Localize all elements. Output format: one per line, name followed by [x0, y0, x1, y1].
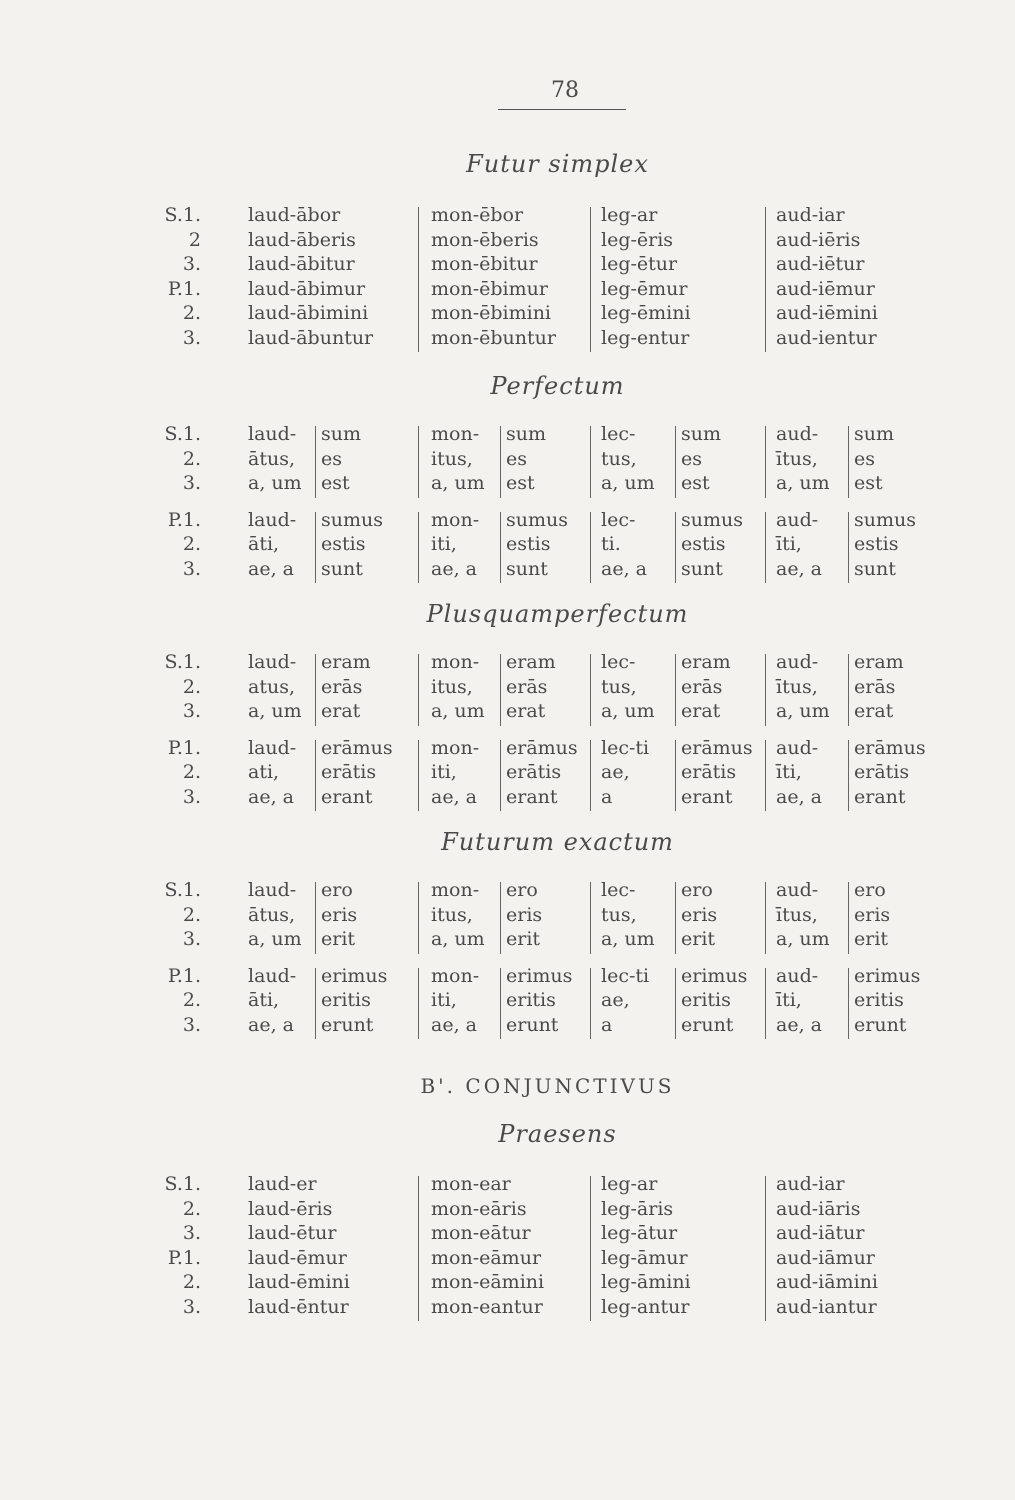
participle-stem: iti, — [431, 989, 457, 1011]
aux-rule — [675, 882, 676, 954]
auxiliary-form: ero — [681, 879, 713, 901]
verb-form: laud-ēntur — [248, 1295, 349, 1318]
auxiliary-form: erās — [506, 675, 548, 698]
participle-stem: ītus, — [776, 675, 818, 698]
person-label: S.1. — [164, 651, 201, 673]
column-rule — [590, 740, 591, 812]
auxiliary-form: erimus — [321, 964, 388, 987]
participle-stem: laud- — [248, 508, 297, 531]
auxiliary-form: erātis — [321, 761, 377, 783]
aux-rule — [675, 512, 676, 584]
auxiliary-form: est — [321, 472, 350, 494]
person-label: P.1. — [167, 736, 201, 759]
column-rule — [590, 968, 591, 1040]
auxiliary-form: erāmus — [681, 736, 753, 759]
person-label: 3. — [182, 253, 201, 275]
auxiliary-form: es — [321, 447, 342, 470]
aux-rule — [315, 882, 316, 954]
person-label: 2. — [182, 675, 201, 698]
participle-stem: aud- — [776, 508, 819, 531]
auxiliary-form: erātis — [854, 761, 910, 783]
auxiliary-form: eris — [854, 903, 891, 926]
aux-rule — [500, 654, 501, 726]
auxiliary-form: erimus — [681, 964, 748, 987]
auxiliary-form: erit — [321, 928, 356, 950]
verb-form: laud-er — [248, 1173, 317, 1195]
person-label: 2. — [182, 903, 201, 926]
auxiliary-form: eris — [681, 903, 718, 926]
participle-stem: iti, — [431, 533, 457, 555]
verb-form: aud-iētur — [776, 253, 865, 275]
person-label: 3. — [182, 1013, 201, 1036]
person-label: 2. — [182, 302, 201, 324]
aux-rule — [848, 740, 849, 812]
auxiliary-form: est — [681, 472, 710, 494]
participle-stem: lec- — [601, 651, 636, 673]
auxiliary-form: eritis — [854, 989, 904, 1011]
column-rule — [590, 1176, 591, 1321]
verb-form: leg-ētur — [601, 253, 678, 275]
page-number: 78 — [551, 78, 579, 103]
auxiliary-form: estis — [854, 533, 899, 555]
verb-form: mon-ēbimini — [431, 302, 552, 324]
aux-rule — [848, 882, 849, 954]
verb-form: mon-ēberis — [431, 228, 539, 251]
auxiliary-form: eris — [321, 903, 358, 926]
auxiliary-form: eram — [681, 651, 731, 673]
column-rule — [765, 654, 766, 726]
column-rule — [590, 512, 591, 584]
participle-stem: mon- — [431, 736, 480, 759]
person-label: 2. — [182, 447, 201, 470]
auxiliary-form: estis — [681, 533, 726, 555]
auxiliary-form: estis — [506, 533, 551, 555]
participle-stem: lec- — [601, 423, 636, 445]
participle-stem: ae, a — [431, 785, 477, 808]
aux-rule — [500, 882, 501, 954]
conjunctivus-title: B'. CONJUNCTIVUS — [420, 1074, 675, 1098]
person-label: P.1. — [167, 277, 201, 300]
aux-rule — [315, 654, 316, 726]
auxiliary-form: erās — [321, 675, 363, 698]
verb-form: aud-iar — [776, 1173, 845, 1195]
column-rule — [590, 654, 591, 726]
person-label: 3. — [182, 472, 201, 494]
person-label: 2. — [182, 1197, 201, 1220]
participle-stem: lec- — [601, 508, 636, 531]
verb-form: leg-ēmur — [601, 277, 688, 300]
auxiliary-form: ero — [506, 879, 538, 901]
column-rule — [590, 207, 591, 352]
verb-form: laud-ēris — [248, 1197, 333, 1220]
participle-stem: aud- — [776, 423, 819, 445]
person-label: 2. — [182, 989, 201, 1011]
verb-form: aud-iēris — [776, 228, 861, 251]
participle-stem: īti, — [776, 761, 802, 783]
auxiliary-form: erant — [854, 785, 906, 808]
column-rule — [418, 882, 419, 954]
participle-stem: ae, a — [776, 785, 822, 808]
person-label: S.1. — [164, 423, 201, 445]
participle-stem: aud- — [776, 736, 819, 759]
auxiliary-form: eritis — [321, 989, 371, 1011]
participle-stem: a, um — [431, 928, 485, 950]
column-rule — [418, 740, 419, 812]
auxiliary-form: eram — [321, 651, 371, 673]
auxiliary-form: sum — [854, 423, 895, 445]
verb-form: leg-antur — [601, 1295, 690, 1318]
participle-stem: ae, a — [248, 785, 294, 808]
auxiliary-form: erās — [854, 675, 896, 698]
verb-form: laud-ētur — [248, 1222, 337, 1244]
verb-form: aud-iēmini — [776, 302, 878, 324]
column-rule — [765, 426, 766, 498]
participle-stem: ae, a — [248, 557, 294, 580]
column-rule — [418, 968, 419, 1040]
participle-stem: ae, — [601, 761, 630, 783]
auxiliary-form: erunt — [681, 1013, 734, 1036]
participle-stem: mon- — [431, 423, 480, 445]
verb-form: leg-ātur — [601, 1222, 678, 1244]
praesens-heading: Praesens — [498, 1120, 617, 1148]
auxiliary-form: estis — [321, 533, 366, 555]
participle-stem: tus, — [601, 675, 637, 698]
participle-stem: tus, — [601, 903, 637, 926]
auxiliary-form: erāmus — [321, 736, 393, 759]
participle-stem: mon- — [431, 879, 480, 901]
participle-stem: ītus, — [776, 903, 818, 926]
plusquamperfectum-heading: Plusquamperfectum — [426, 600, 689, 628]
participle-stem: a, um — [248, 700, 302, 722]
person-label: S.1. — [164, 1173, 201, 1195]
verb-form: aud-iar — [776, 204, 845, 226]
participle-stem: iti, — [431, 761, 457, 783]
aux-rule — [315, 426, 316, 498]
participle-stem: lec- — [601, 879, 636, 901]
auxiliary-form: est — [854, 472, 883, 494]
auxiliary-form: sunt — [854, 557, 896, 580]
auxiliary-form: es — [506, 447, 527, 470]
verb-form: laud-ēmur — [248, 1246, 347, 1269]
participle-stem: a, um — [601, 928, 655, 950]
auxiliary-form: erat — [681, 700, 721, 722]
verb-form: mon-ēbuntur — [431, 326, 556, 349]
column-rule — [765, 512, 766, 584]
participle-stem: tus, — [601, 447, 637, 470]
person-label: 2. — [182, 761, 201, 783]
participle-stem: āti, — [248, 533, 280, 555]
auxiliary-form: erant — [506, 785, 558, 808]
participle-stem: laud- — [248, 736, 297, 759]
person-label: 2. — [182, 1271, 201, 1293]
participle-stem: laud- — [248, 964, 297, 987]
verb-form: mon-ēbor — [431, 204, 524, 226]
aux-rule — [675, 740, 676, 812]
verb-form: leg-āmini — [601, 1271, 691, 1293]
auxiliary-form: sumus — [681, 508, 743, 531]
auxiliary-form: sunt — [506, 557, 548, 580]
auxiliary-form: erātis — [506, 761, 562, 783]
auxiliary-form: erat — [854, 700, 894, 722]
participle-stem: ati, — [248, 761, 280, 783]
column-rule — [418, 207, 419, 352]
verb-form: laud-āberis — [248, 228, 356, 251]
aux-rule — [675, 654, 676, 726]
auxiliary-form: erit — [506, 928, 541, 950]
person-label: 3. — [182, 1295, 201, 1318]
participle-stem: a, um — [248, 928, 302, 950]
column-rule — [765, 882, 766, 954]
verb-form: aud-iātur — [776, 1222, 865, 1244]
auxiliary-form: erāmus — [506, 736, 578, 759]
auxiliary-form: sumus — [854, 508, 916, 531]
participle-stem: ae, a — [431, 557, 477, 580]
participle-stem: aud- — [776, 879, 819, 901]
verb-form: aud-iāmur — [776, 1246, 875, 1269]
aux-rule — [848, 654, 849, 726]
participle-stem: laud- — [248, 651, 297, 673]
auxiliary-form: erimus — [854, 964, 921, 987]
aux-rule — [848, 426, 849, 498]
verb-form: laud-ābor — [248, 204, 341, 226]
auxiliary-form: erant — [681, 785, 733, 808]
participle-stem: a, um — [601, 700, 655, 722]
participle-stem: a, um — [776, 472, 830, 494]
auxiliary-form: es — [681, 447, 702, 470]
column-rule — [590, 426, 591, 498]
verb-form: mon-eātur — [431, 1222, 531, 1244]
auxiliary-form: ero — [321, 879, 353, 901]
person-label: P.1. — [167, 964, 201, 987]
verb-form: aud-iāris — [776, 1197, 861, 1220]
verb-form: mon-eāmur — [431, 1246, 542, 1269]
participle-stem: āti, — [248, 989, 280, 1011]
participle-stem: a, um — [776, 928, 830, 950]
participle-stem: mon- — [431, 964, 480, 987]
participle-stem: a, um — [248, 472, 302, 494]
column-rule — [765, 968, 766, 1040]
participle-stem: a, um — [776, 700, 830, 722]
auxiliary-form: erunt — [506, 1013, 559, 1036]
participle-stem: ae, a — [248, 1013, 294, 1036]
person-label: 3. — [182, 1222, 201, 1244]
auxiliary-form: erunt — [854, 1013, 907, 1036]
participle-stem: aud- — [776, 964, 819, 987]
verb-form: laud-ābimur — [248, 277, 366, 300]
auxiliary-form: eritis — [506, 989, 556, 1011]
auxiliary-form: erātis — [681, 761, 737, 783]
person-label: 3. — [182, 700, 201, 722]
verb-form: mon-eantur — [431, 1295, 543, 1318]
column-rule — [765, 207, 766, 352]
person-label: P.1. — [167, 1246, 201, 1269]
auxiliary-form: sumus — [321, 508, 383, 531]
auxiliary-form: eris — [506, 903, 543, 926]
auxiliary-form: eritis — [681, 989, 731, 1011]
column-rule — [418, 1176, 419, 1321]
participle-stem: ae, a — [776, 557, 822, 580]
aux-rule — [848, 512, 849, 584]
verb-form: mon-ear — [431, 1173, 511, 1195]
participle-stem: itus, — [431, 447, 473, 470]
futurum-exactum-heading: Futurum exactum — [441, 828, 674, 856]
auxiliary-form: es — [854, 447, 875, 470]
auxiliary-form: erunt — [321, 1013, 374, 1036]
participle-stem: laud- — [248, 879, 297, 901]
verb-form: leg-entur — [601, 326, 690, 349]
perfectum-heading: Perfectum — [490, 372, 625, 400]
column-rule — [590, 882, 591, 954]
auxiliary-form: erit — [681, 928, 716, 950]
participle-stem: ae, — [601, 989, 630, 1011]
column-rule — [418, 654, 419, 726]
verb-form: mon-eāris — [431, 1197, 527, 1220]
aux-rule — [500, 740, 501, 812]
aux-rule — [500, 512, 501, 584]
participle-stem: ae, a — [431, 1013, 477, 1036]
person-label: 3. — [182, 326, 201, 349]
verb-form: mon-ēbimur — [431, 277, 548, 300]
auxiliary-form: sum — [506, 423, 547, 445]
verb-form: laud-ābitur — [248, 253, 355, 275]
participle-stem: īti, — [776, 989, 802, 1011]
participle-stem: mon- — [431, 508, 480, 531]
verb-form: leg-ēmini — [601, 302, 691, 324]
aux-rule — [848, 968, 849, 1040]
auxiliary-form: erāmus — [854, 736, 926, 759]
auxiliary-form: erat — [321, 700, 361, 722]
auxiliary-form: ero — [854, 879, 886, 901]
verb-form: mon-ēbitur — [431, 253, 538, 275]
auxiliary-form: eram — [854, 651, 904, 673]
futur-simplex-heading: Futur simplex — [466, 150, 649, 178]
auxiliary-form: erat — [506, 700, 546, 722]
participle-stem: īti, — [776, 533, 802, 555]
participle-stem: itus, — [431, 675, 473, 698]
person-label: P.1. — [167, 508, 201, 531]
verb-form: laud-ābuntur — [248, 326, 374, 349]
auxiliary-form: sunt — [321, 557, 363, 580]
aux-rule — [315, 968, 316, 1040]
auxiliary-form: erimus — [506, 964, 573, 987]
participle-stem: a, um — [431, 700, 485, 722]
page-number-rule — [498, 109, 626, 110]
aux-rule — [675, 968, 676, 1040]
person-label: 2 — [188, 228, 201, 251]
participle-stem: ātus, — [248, 447, 295, 470]
participle-stem: a, um — [431, 472, 485, 494]
auxiliary-form: erant — [321, 785, 373, 808]
auxiliary-form: eram — [506, 651, 556, 673]
participle-stem: ītus, — [776, 447, 818, 470]
person-label: 3. — [182, 785, 201, 808]
participle-stem: lec-ti — [601, 964, 650, 987]
aux-rule — [500, 426, 501, 498]
verb-form: laud-ēmini — [248, 1271, 350, 1293]
verb-form: leg-āmur — [601, 1246, 688, 1269]
verb-form: leg-ar — [601, 1173, 658, 1195]
verb-form: aud-iāmini — [776, 1271, 878, 1293]
participle-stem: a — [601, 1013, 613, 1036]
auxiliary-form: sum — [321, 423, 362, 445]
verb-form: aud-iantur — [776, 1295, 877, 1318]
aux-rule — [315, 740, 316, 812]
person-label: S.1. — [164, 879, 201, 901]
person-label: 3. — [182, 557, 201, 580]
column-rule — [765, 1176, 766, 1321]
column-rule — [418, 426, 419, 498]
participle-stem: aud- — [776, 651, 819, 673]
column-rule — [765, 740, 766, 812]
auxiliary-form: erit — [854, 928, 889, 950]
auxiliary-form: est — [506, 472, 535, 494]
person-label: S.1. — [164, 204, 201, 226]
aux-rule — [675, 426, 676, 498]
participle-stem: ātus, — [248, 903, 295, 926]
column-rule — [418, 512, 419, 584]
aux-rule — [315, 512, 316, 584]
person-label: 3. — [182, 928, 201, 950]
participle-stem: ae, a — [776, 1013, 822, 1036]
participle-stem: ae, a — [601, 557, 647, 580]
auxiliary-form: sum — [681, 423, 722, 445]
auxiliary-form: erās — [681, 675, 723, 698]
verb-form: laud-ābimini — [248, 302, 369, 324]
person-label: 2. — [182, 533, 201, 555]
verb-form: leg-āris — [601, 1197, 674, 1220]
auxiliary-form: sunt — [681, 557, 723, 580]
participle-stem: itus, — [431, 903, 473, 926]
participle-stem: mon- — [431, 651, 480, 673]
verb-form: mon-eāmini — [431, 1271, 545, 1293]
auxiliary-form: sumus — [506, 508, 568, 531]
aux-rule — [500, 968, 501, 1040]
participle-stem: ti. — [601, 533, 621, 555]
participle-stem: a, um — [601, 472, 655, 494]
participle-stem: lec-ti — [601, 736, 650, 759]
verb-form: leg-ēris — [601, 228, 674, 251]
verb-form: aud-ientur — [776, 326, 877, 349]
participle-stem: laud- — [248, 423, 297, 445]
participle-stem: a — [601, 785, 613, 808]
verb-form: aud-iēmur — [776, 277, 875, 300]
participle-stem: atus, — [248, 675, 295, 698]
verb-form: leg-ar — [601, 204, 658, 226]
